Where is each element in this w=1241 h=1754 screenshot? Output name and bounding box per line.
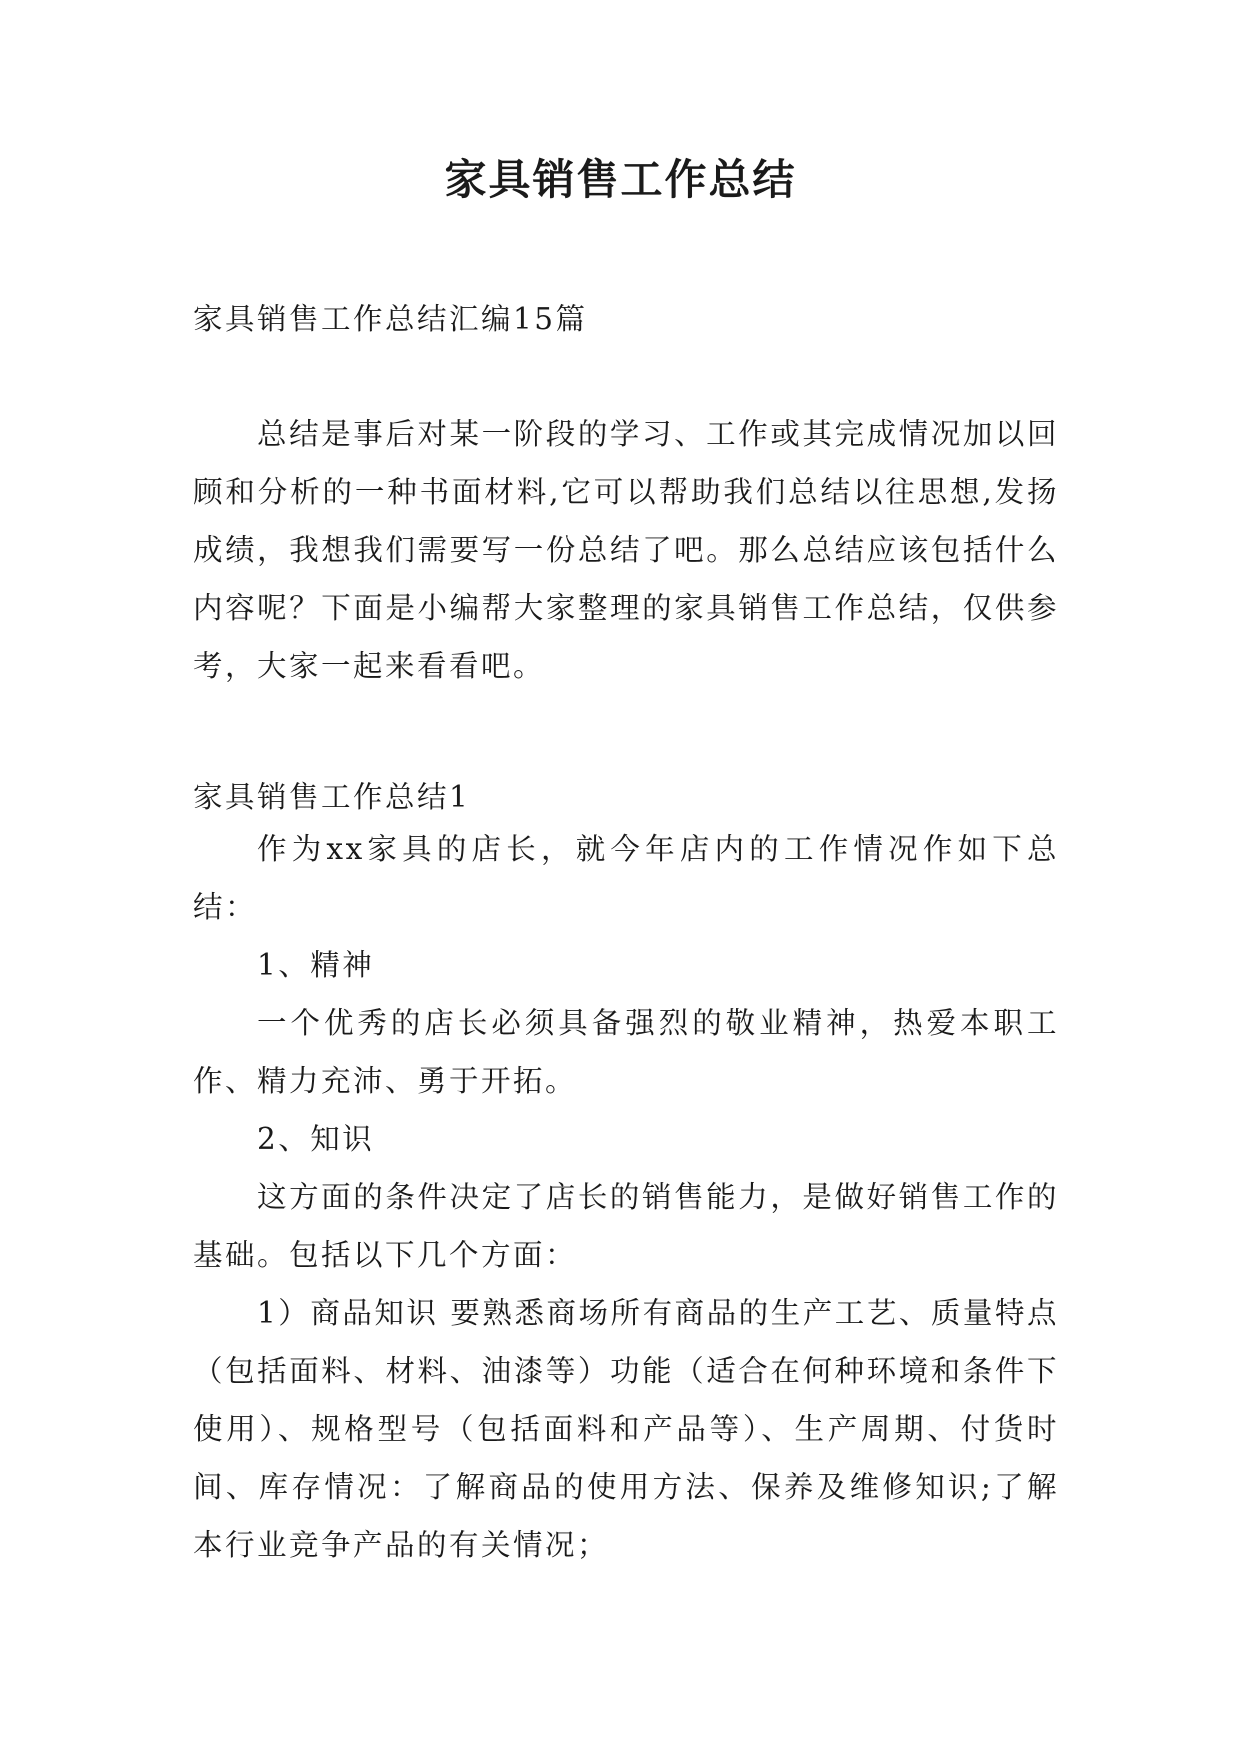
document-subtitle: 家具销售工作总结汇编15篇 xyxy=(193,302,588,336)
heading-spirit: 1、精神 xyxy=(257,948,375,982)
section-title: 家具销售工作总结1 xyxy=(193,780,471,814)
paragraph: 1）商品知识 要熟悉商场所有商品的生产工艺、质量特点（包括面料、材料、油漆等）功能（适合在何种环境和条件下使用）、规格型号（包括面料和产品等）、生产周期、付货时间、库存情况：了解商品的使用方法、保养及维修知识;了解本行业竞争产品的有关情况； xyxy=(193,1296,1059,1562)
heading-knowledge: 2、知识 xyxy=(257,1122,375,1156)
document-title: 家具销售工作总结 xyxy=(444,155,797,204)
intro-paragraph: 总结是事后对某一阶段的学习、工作或其完成情况加以回顾和分析的一种书面材料,它可以帮助我们总结以往思想,发扬成绩，我想我们需要写一份总结了吧。那么总结应该包括什么内容呢？下面是小编帮大家整理的家具销售工作总结，仅供参考，大家一起来看看吧。 xyxy=(193,417,1059,683)
paragraph: 一个优秀的店长必须具备强烈的敬业精神，热爱本职工作、精力充沛、勇于开拓。 xyxy=(193,1006,1059,1098)
section-content xyxy=(193,820,1059,1574)
paragraph: 作为xx家具的店长，就今年店内的工作情况作如下总结： xyxy=(193,832,1059,924)
paragraph: 这方面的条件决定了店长的销售能力，是做好销售工作的基础。包括以下几个方面： xyxy=(193,1180,1059,1272)
